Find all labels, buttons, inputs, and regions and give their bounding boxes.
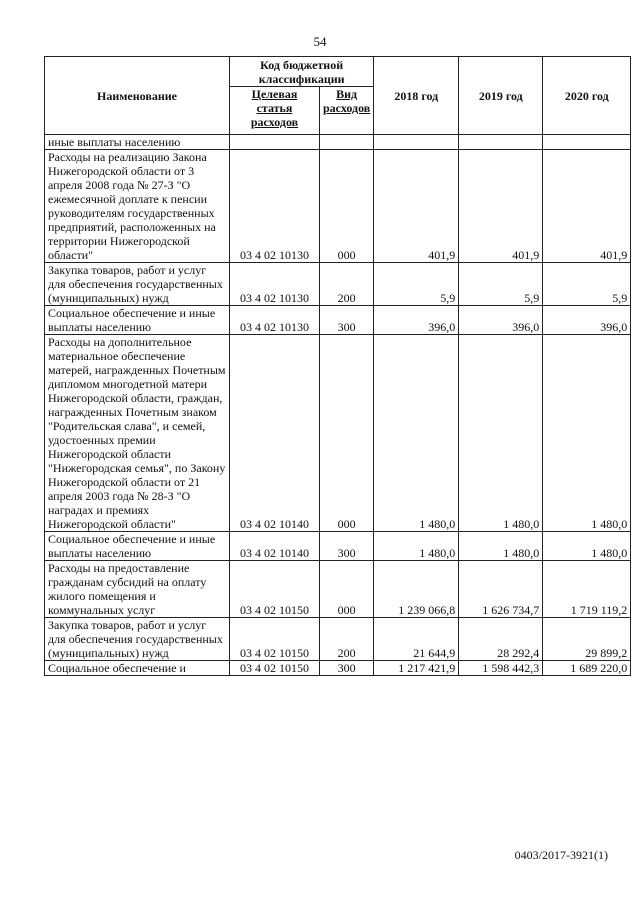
row-value-2020-cell: 5,9 (543, 263, 631, 306)
table-row (45, 661, 631, 676)
header-target-article: Целевая статья расходов (230, 87, 320, 135)
row-expense-kind-cell (320, 135, 374, 150)
table-header (45, 57, 631, 135)
row-value-2018-cell: 5,9 (374, 263, 459, 306)
row-target-code-cell (230, 135, 320, 150)
row-value-2020-cell: 1 689 220,0 (543, 661, 631, 676)
budget-table (44, 56, 631, 676)
row-name-cell: Социальное обеспечение и иные выплаты населению (45, 306, 230, 335)
row-value-2020-cell: 29 899,2 (543, 618, 631, 661)
row-value-2019-cell: 1 626 734,7 (459, 561, 543, 618)
table-row (45, 306, 631, 335)
row-value-2019-cell: 5,9 (459, 263, 543, 306)
row-name-cell: Социальное обеспечение и иные выплаты населению (45, 532, 230, 561)
row-name-cell: Расходы на реализацию Закона Нижегородской области от 3 апреля 2008 года № 27-З "О ежемесячной доплате к пенсии руководителям государственных предприятий, расположенных на территории Нижегородской области" (45, 150, 230, 263)
table-row (45, 532, 631, 561)
row-name-cell: Расходы на предоставление гражданам субсидий на оплату жилого помещения и коммунальных услуг (45, 561, 230, 618)
row-expense-kind-cell: 200 (320, 618, 374, 661)
row-target-code-cell: 03 4 02 10130 (230, 263, 320, 306)
row-value-2020-cell: 396,0 (543, 306, 631, 335)
header-expense-kind: Вид расходов (320, 87, 374, 135)
row-value-2018-cell: 1 480,0 (374, 335, 459, 532)
table-row (45, 335, 631, 532)
row-name-cell: Социальное обеспечение и (45, 661, 230, 676)
header-year-2019: 2019 год (459, 57, 543, 135)
row-expense-kind-cell: 300 (320, 661, 374, 676)
row-name-cell: Закупка товаров, работ и услуг для обеспечения государственных (муниципальных) нужд (45, 618, 230, 661)
row-expense-kind-cell: 000 (320, 335, 374, 532)
row-value-2018-cell: 396,0 (374, 306, 459, 335)
row-value-2020-cell: 401,9 (543, 150, 631, 263)
row-value-2020-cell: 1 719 119,2 (543, 561, 631, 618)
row-value-2018-cell: 1 480,0 (374, 532, 459, 561)
table-row (45, 263, 631, 306)
table-row (45, 618, 631, 661)
row-expense-kind-cell: 200 (320, 263, 374, 306)
header-year-2020: 2020 год (543, 57, 631, 135)
row-name-cell: Закупка товаров, работ и услуг для обеспечения государственных (муниципальных) нужд (45, 263, 230, 306)
row-expense-kind-cell: 000 (320, 150, 374, 263)
row-expense-kind-cell: 300 (320, 306, 374, 335)
row-value-2018-cell: 21 644,9 (374, 618, 459, 661)
row-value-2018-cell: 401,9 (374, 150, 459, 263)
header-budget-code: Код бюджетной классификации (230, 57, 374, 87)
row-target-code-cell: 03 4 02 10140 (230, 335, 320, 532)
row-target-code-cell: 03 4 02 10130 (230, 150, 320, 263)
table-row (45, 561, 631, 618)
row-value-2019-cell: 1 480,0 (459, 335, 543, 532)
row-name-cell: Расходы на дополнительное материальное обеспечение матерей, награжденных Почетным дипломом многодетной матери Нижегородской области, граждан, награжденных Почетным знаком "Родительская слава", и семей, удостоенных премии Нижегородской области "Нижегородская семья", по Закону Нижегородской области от 21 апреля 2003 года № 28-З "О наградах и премиях Нижегородской области" (45, 335, 230, 532)
row-target-code-cell: 03 4 02 10150 (230, 661, 320, 676)
row-value-2019-cell: 396,0 (459, 306, 543, 335)
row-value-2020-cell: 1 480,0 (543, 532, 631, 561)
row-value-2020-cell: 1 480,0 (543, 335, 631, 532)
header-year-2018: 2018 год (374, 57, 459, 135)
row-target-code-cell: 03 4 02 10150 (230, 618, 320, 661)
row-value-2019-cell: 1 598 442,3 (459, 661, 543, 676)
row-target-code-cell: 03 4 02 10150 (230, 561, 320, 618)
header-name: Наименование (45, 57, 230, 135)
table-row (45, 135, 631, 150)
table-row (45, 150, 631, 263)
table-body (45, 135, 631, 676)
row-value-2018-cell: 1 239 066,8 (374, 561, 459, 618)
row-value-2018-cell: 1 217 421,9 (374, 661, 459, 676)
row-name-cell: иные выплаты населению (45, 135, 230, 150)
row-value-2019-cell (459, 135, 543, 150)
row-value-2019-cell: 401,9 (459, 150, 543, 263)
row-expense-kind-cell: 000 (320, 561, 374, 618)
row-target-code-cell: 03 4 02 10140 (230, 532, 320, 561)
row-target-code-cell: 03 4 02 10130 (230, 306, 320, 335)
row-value-2020-cell (543, 135, 631, 150)
row-value-2018-cell (374, 135, 459, 150)
row-value-2019-cell: 1 480,0 (459, 532, 543, 561)
row-value-2019-cell: 28 292,4 (459, 618, 543, 661)
page-number: 54 (313, 34, 327, 49)
document-code: 0403/2017-3921(1) (514, 848, 608, 862)
row-expense-kind-cell: 300 (320, 532, 374, 561)
